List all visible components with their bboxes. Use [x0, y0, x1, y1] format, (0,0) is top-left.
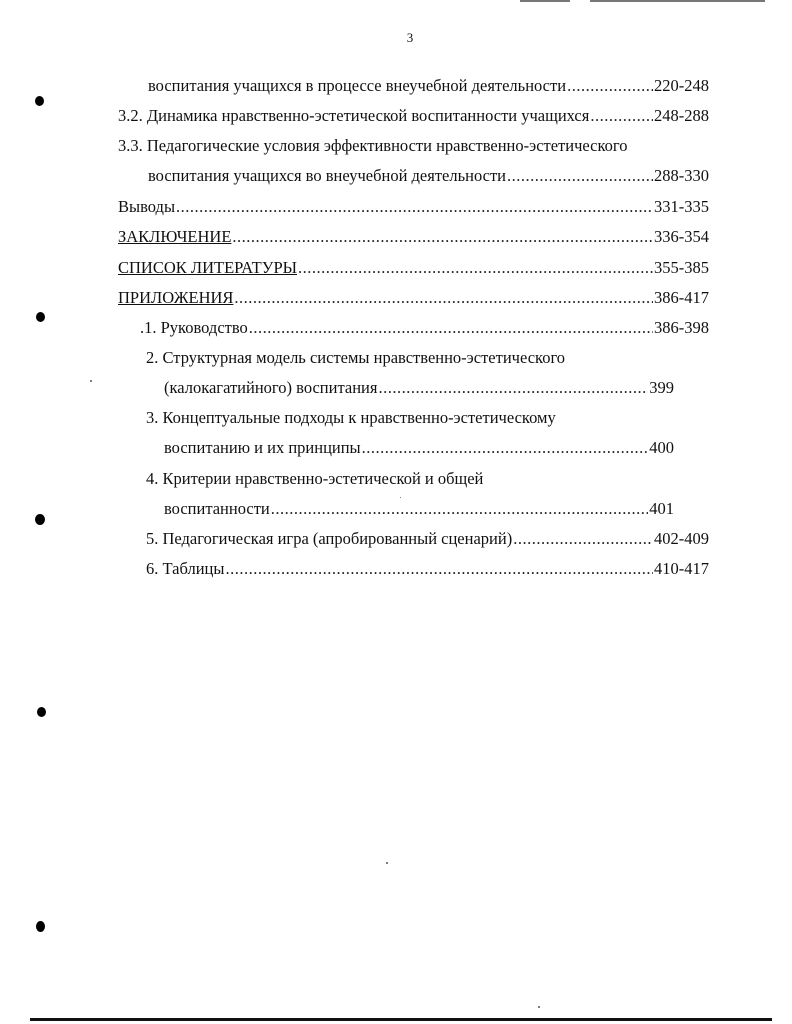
top-rule-2 — [590, 0, 765, 2]
toc-line-text: 6. Таблицы — [146, 559, 225, 578]
binder-hole-mark — [36, 921, 45, 932]
dot-leader — [271, 499, 649, 519]
toc-line-text: Выводы — [118, 197, 176, 216]
binder-hole-mark — [36, 312, 45, 322]
toc-line-page: 410-417 — [654, 559, 709, 578]
toc-line-text: воспитания учащихся во внеучебной деятельности — [148, 166, 506, 185]
toc-line-text: воспитанию и их принципы — [164, 438, 361, 457]
toc-line-text: 2. Структурная модель системы нравственно-эстетического — [146, 348, 566, 367]
toc-line — [118, 288, 709, 308]
dot-leader — [232, 227, 653, 247]
binder-hole-mark — [37, 707, 46, 717]
toc-line-text: ПРИЛОЖЕНИЯ — [118, 288, 234, 307]
toc-line-page: 400 — [649, 438, 674, 457]
toc-line-text: 3.2. Динамика нравственно-эстетической воспитанности учащихся — [118, 106, 590, 125]
toc-line-text: .1. Руководство — [140, 318, 248, 337]
binder-hole-mark — [35, 96, 44, 106]
toc-line-page: 402-409 — [654, 529, 709, 548]
toc-line-text: (калокагатийного) воспитания — [164, 378, 378, 397]
toc-line — [146, 529, 709, 549]
toc-line — [118, 136, 628, 156]
toc-line-text: 4. Критерии нравственно-эстетической и общей — [146, 469, 484, 488]
toc-line-page: 401 — [649, 499, 674, 518]
toc-line-text: воспитания учащихся в процессе внеучебной деятельности — [148, 76, 567, 95]
toc-line-page: 386-398 — [654, 318, 709, 337]
toc-line-page: 386-417 — [654, 288, 709, 307]
toc-line-page: 336-354 — [654, 227, 709, 246]
scan-speck — [400, 497, 401, 498]
toc-line — [148, 76, 709, 96]
toc-line — [118, 197, 709, 217]
toc-line-page: 248-288 — [654, 106, 709, 125]
toc-line-text: 5. Педагогическая игра (апробированный сценарий) — [146, 529, 513, 548]
dot-leader — [249, 318, 653, 338]
top-rule-1 — [520, 0, 570, 2]
toc-line-page: 355-385 — [654, 258, 709, 277]
toc-line-text: воспитанности — [164, 499, 270, 518]
toc-line — [164, 499, 674, 519]
scan-speck — [538, 1006, 540, 1008]
dot-leader — [234, 288, 653, 308]
toc-line-page: 220-248 — [654, 76, 709, 95]
dot-leader — [362, 438, 649, 458]
binder-hole-mark — [35, 514, 45, 525]
toc-line — [148, 166, 709, 186]
toc-line — [146, 559, 709, 579]
toc-line — [118, 106, 709, 126]
toc-line — [118, 227, 709, 247]
toc-line-text: СПИСОК ЛИТЕРАТУРЫ — [118, 258, 298, 277]
toc-line — [118, 258, 709, 278]
dot-leader — [298, 258, 653, 278]
dot-leader — [225, 559, 653, 579]
toc-line — [140, 318, 709, 338]
dot-leader — [507, 166, 653, 186]
toc-line — [164, 378, 674, 398]
toc-line — [164, 438, 674, 458]
dot-leader — [378, 378, 648, 398]
scan-speck — [90, 380, 92, 382]
page-number: 3 — [406, 30, 414, 45]
toc-line-page: 399 — [649, 378, 674, 397]
toc-line-text: 3. Концептуальные подходы к нравственно-эстетическому — [146, 408, 556, 427]
dot-leader — [567, 76, 653, 96]
toc-line — [146, 408, 556, 428]
toc-line-page: 331-335 — [654, 197, 709, 216]
toc-line-text: ЗАКЛЮЧЕНИЕ — [118, 227, 232, 246]
bottom-scan-edge — [30, 1018, 772, 1021]
toc-line-page: 288-330 — [654, 166, 709, 185]
dot-leader — [176, 197, 653, 217]
dot-leader — [590, 106, 653, 126]
toc-line-text: 3.3. Педагогические условия эффективности нравственно-эстетического — [118, 136, 628, 155]
scan-speck — [386, 862, 388, 864]
toc-line — [146, 348, 565, 368]
dot-leader — [513, 529, 653, 549]
toc-line — [146, 469, 483, 489]
